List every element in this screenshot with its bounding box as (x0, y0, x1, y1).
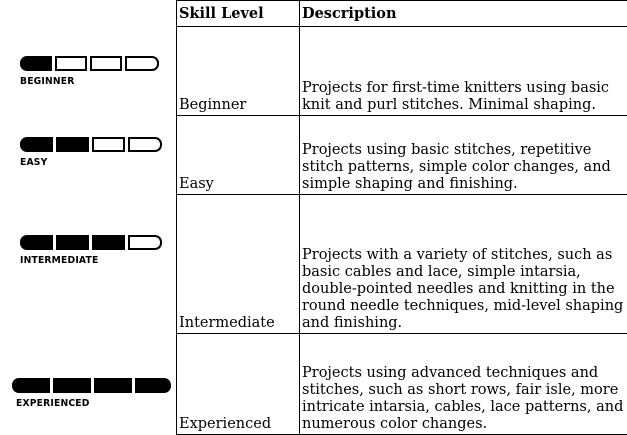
table-row (177, 195, 627, 334)
experienced-skill-icon (12, 378, 171, 409)
meter-segment-filled (20, 235, 53, 250)
intermediate-icon-label: INTERMEDIATE (20, 255, 151, 266)
skill-level-cell: Experienced (177, 334, 300, 435)
description-cell: Projects with a variety of stitches, such as basic cables and lace, simple intarsia, double-pointed needles and knitting in the round needle techniques, mid-level shaping and finishing. (300, 195, 627, 334)
easy-icon-label: EASY (20, 157, 151, 168)
meter-segment-filled (12, 378, 50, 393)
meter-segment-empty (55, 56, 87, 71)
table-row (177, 116, 627, 195)
skill-icon-column (0, 0, 176, 433)
meter-segment-filled (20, 56, 52, 71)
meter-segment-empty (92, 137, 125, 152)
meter-segment-filled (94, 378, 132, 393)
table-row (177, 334, 627, 435)
easy-meter (20, 137, 162, 152)
meter-segment-filled (135, 378, 171, 393)
skill-level-cell: Intermediate (177, 195, 300, 334)
meter-segment-filled (53, 378, 91, 393)
table-header-row (177, 1, 627, 27)
meter-segment-empty (125, 56, 159, 71)
skill-level-header: Skill Level (177, 1, 300, 27)
skill-level-cell: Beginner (177, 27, 300, 116)
skill-level-cell: Easy (177, 116, 300, 195)
beginner-icon-label: BEGINNER (20, 76, 148, 87)
experienced-icon-label: EXPERIENCED (16, 398, 159, 409)
beginner-skill-icon (20, 56, 159, 87)
experienced-meter (12, 378, 171, 393)
intermediate-meter (20, 235, 162, 250)
description-header: Description (300, 1, 627, 27)
meter-segment-filled (56, 235, 89, 250)
table-row (177, 27, 627, 116)
beginner-meter (20, 56, 159, 71)
meter-segment-empty (128, 137, 162, 152)
description-cell: Projects using advanced techniques and stitches, such as short rows, fair isle, more intricate intarsia, cables, lace patterns, and numerous color changes. (300, 334, 627, 435)
skill-level-table (176, 0, 627, 435)
description-cell: Projects using basic stitches, repetitive stitch patterns, simple color changes, and simple shaping and finishing. (300, 116, 627, 195)
easy-skill-icon (20, 137, 162, 168)
intermediate-skill-icon (20, 235, 162, 266)
meter-segment-empty (90, 56, 122, 71)
meter-segment-filled (56, 137, 89, 152)
meter-segment-empty (128, 235, 162, 250)
meter-segment-filled (20, 137, 53, 152)
description-cell: Projects for first-time knitters using basic knit and purl stitches. Minimal shaping. (300, 27, 627, 116)
meter-segment-filled (92, 235, 125, 250)
